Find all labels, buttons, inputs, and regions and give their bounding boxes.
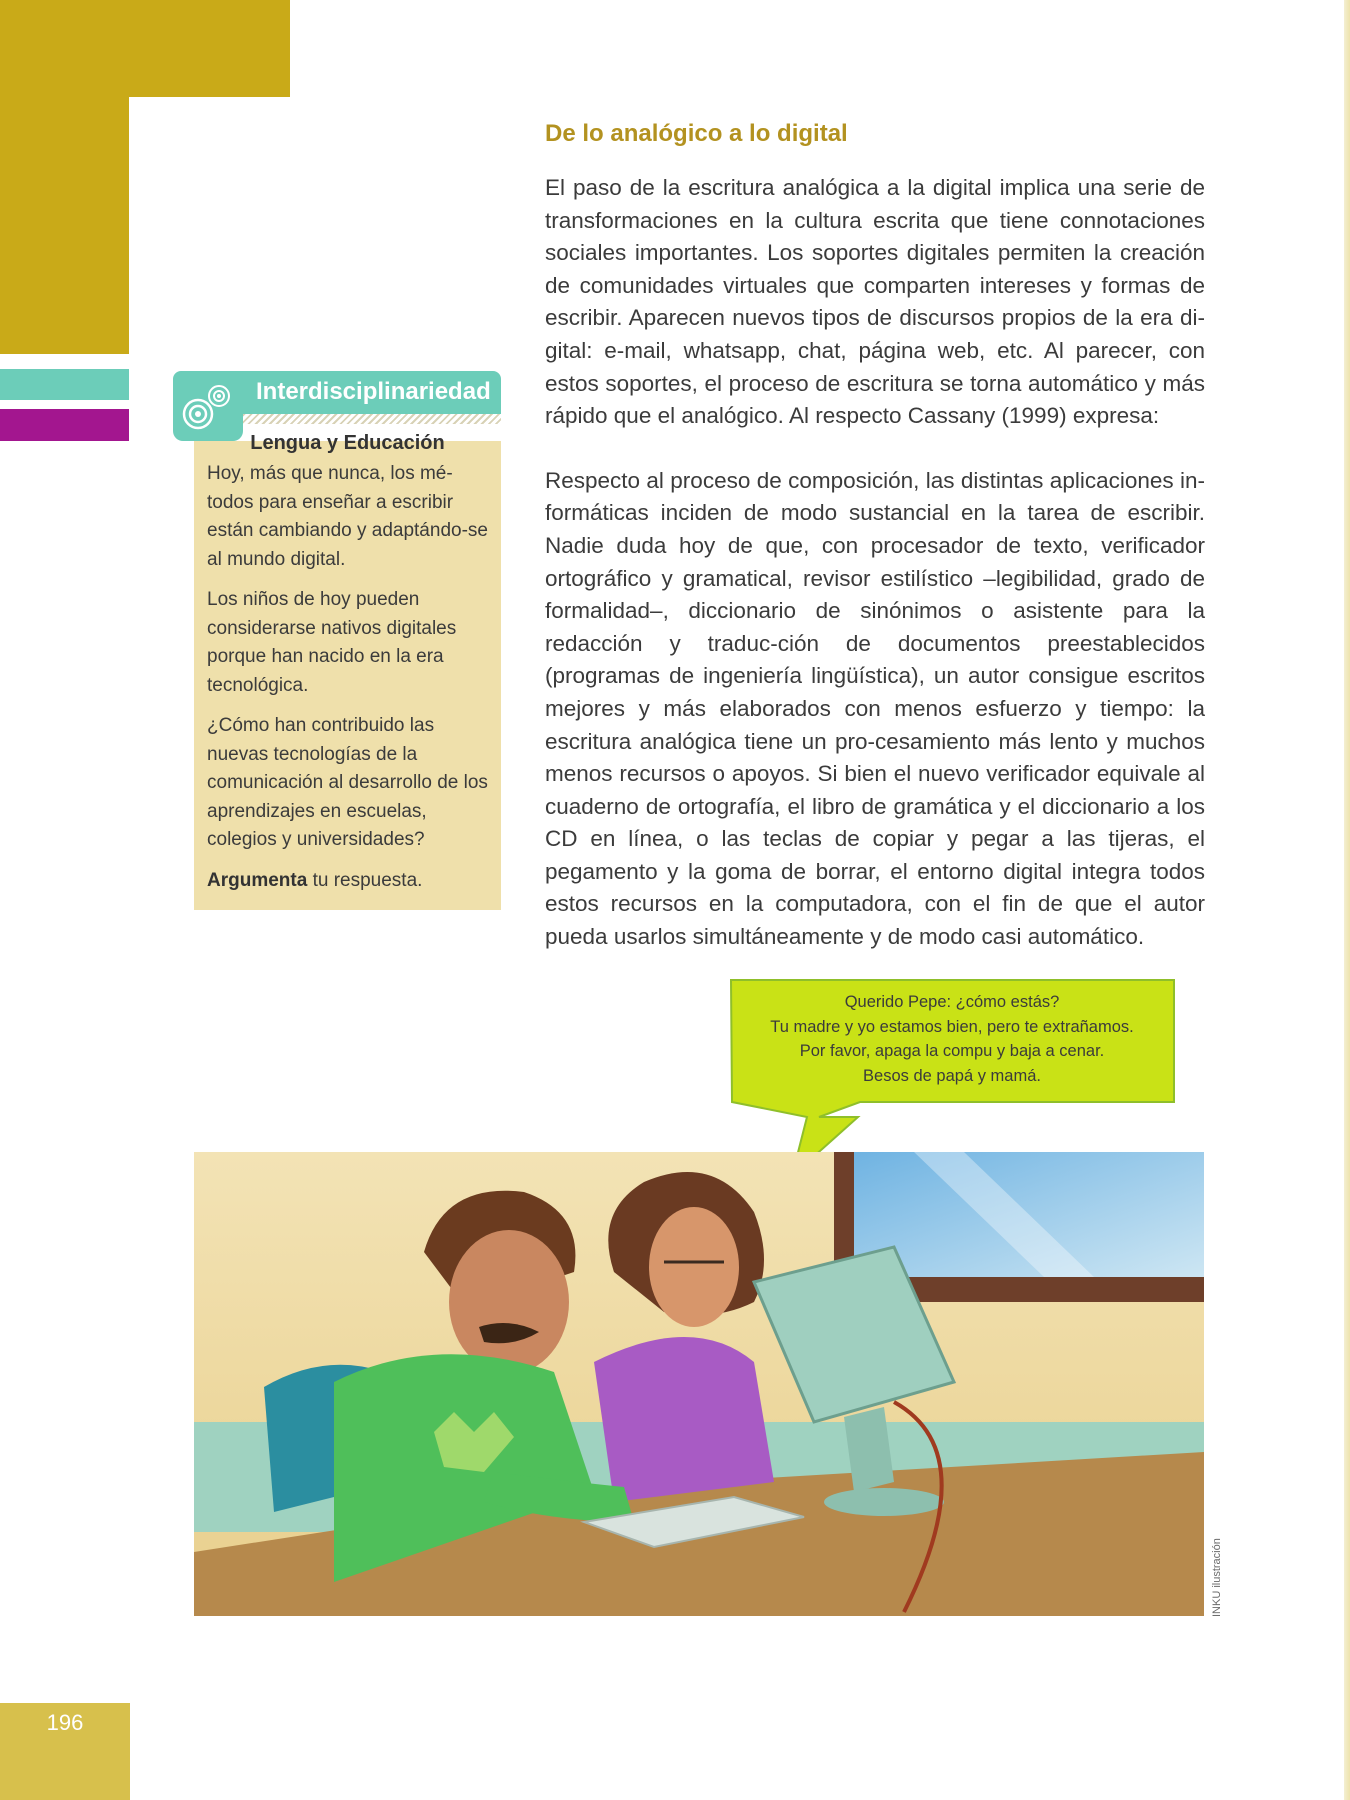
sidebar-subtitle: Lengua y Educación bbox=[250, 432, 445, 454]
header-hatch bbox=[243, 414, 501, 424]
sidebar-body bbox=[207, 460, 492, 907]
argument-rest: tu respuesta. bbox=[307, 869, 423, 891]
bubble-line: Tu madre y yo estamos bien, pero te extrañamos. bbox=[770, 1017, 1134, 1036]
gold-corner-block bbox=[0, 0, 290, 97]
teal-stripe bbox=[0, 369, 129, 400]
concentric-circles-icon bbox=[178, 376, 238, 436]
quote-paragraph: Respecto al proceso de composición, las distintas aplicaciones in-formáticas inciden de modo sustancial en la tarea de escribir. Nadie duda hoy de que, con procesador de texto, verificador ortográfico y gramatical, revisor estilístico –legibilidad, grado de formalidad–, diccionario de sinónimos o asistente para la redacción y traduc-ción de documentos preestablecidos (programas de ingeniería lingüística), un autor consigue escritos mejores y más elaborados con menos esfuerzo y tiempo: la escritura analógica tiene un pro-cesamiento más lento y muchos menos recursos o apoyos. Si bien el nuevo verificador equivale al cuaderno de ortografía, el libro de gramática y el diccionario a los CD en línea, o las teclas de copiar y pegar a las tijeras, el pegamento y la goma de borrar, el entorno digital integra todos estos recursos en la computadora, con el fin de que el autor pueda usarlos simultáneamente y de modo casi automático. bbox=[545, 467, 1205, 950]
gold-side-block bbox=[0, 97, 129, 354]
family-computer-illustration bbox=[194, 1152, 1204, 1616]
main-text bbox=[545, 172, 1205, 986]
argument-keyword: Argumenta bbox=[207, 869, 308, 891]
sidebar-title: Interdisciplinariedad bbox=[256, 378, 491, 405]
page-edge bbox=[1344, 0, 1350, 1800]
magenta-stripe bbox=[0, 409, 129, 441]
bubble-line: Querido Pepe: ¿cómo estás? bbox=[844, 993, 1060, 1011]
main-paragraph: El paso de la escritura analógica a la digital implica una serie de transformaciones en la cultura escrita que tiene connotaciones sociales importantes. Los soportes digitales permiten la creación de comunidades virtuales que comparten intereses y formas de escribir. Aparecen nuevos tipos de discursos propios de la era di-gital: e-mail, whatsapp, chat, página web, etc. Al parecer, con estos soportes, el proceso de escritura se torna automático y más rápido que el analógico. Al respecto Cassany (1999) expresa: bbox=[545, 175, 1205, 429]
section-title: De lo analógico a lo digital bbox=[545, 120, 848, 147]
page-number: 196 bbox=[46, 1710, 84, 1735]
illustration-art bbox=[194, 1152, 1204, 1616]
icon-box bbox=[173, 371, 243, 441]
sidebar-paragraph: ¿Cómo han contribuido las nuevas tecnologías de la comunicación al desarrollo de los aprendizajes en escuelas, colegios y universidades? bbox=[207, 715, 488, 850]
sidebar-paragraph: Los niños de hoy pueden considerarse nativos digitales porque han nacido en la era tecnológica. bbox=[207, 589, 457, 696]
bubble-line: Por favor, apaga la compu y baja a cenar. bbox=[799, 1042, 1105, 1060]
bubble-text bbox=[732, 990, 1172, 1088]
sidebar-argument bbox=[207, 867, 492, 896]
sidebar-paragraph: Hoy, más que nunca, los mé-todos para enseñar a escribir están cambiando y adaptándo-se al mundo digital. bbox=[207, 463, 488, 570]
illustration-credit: INKU ilustración bbox=[1211, 1538, 1223, 1617]
bubble-line: Besos de papá y mamá. bbox=[863, 1066, 1041, 1085]
